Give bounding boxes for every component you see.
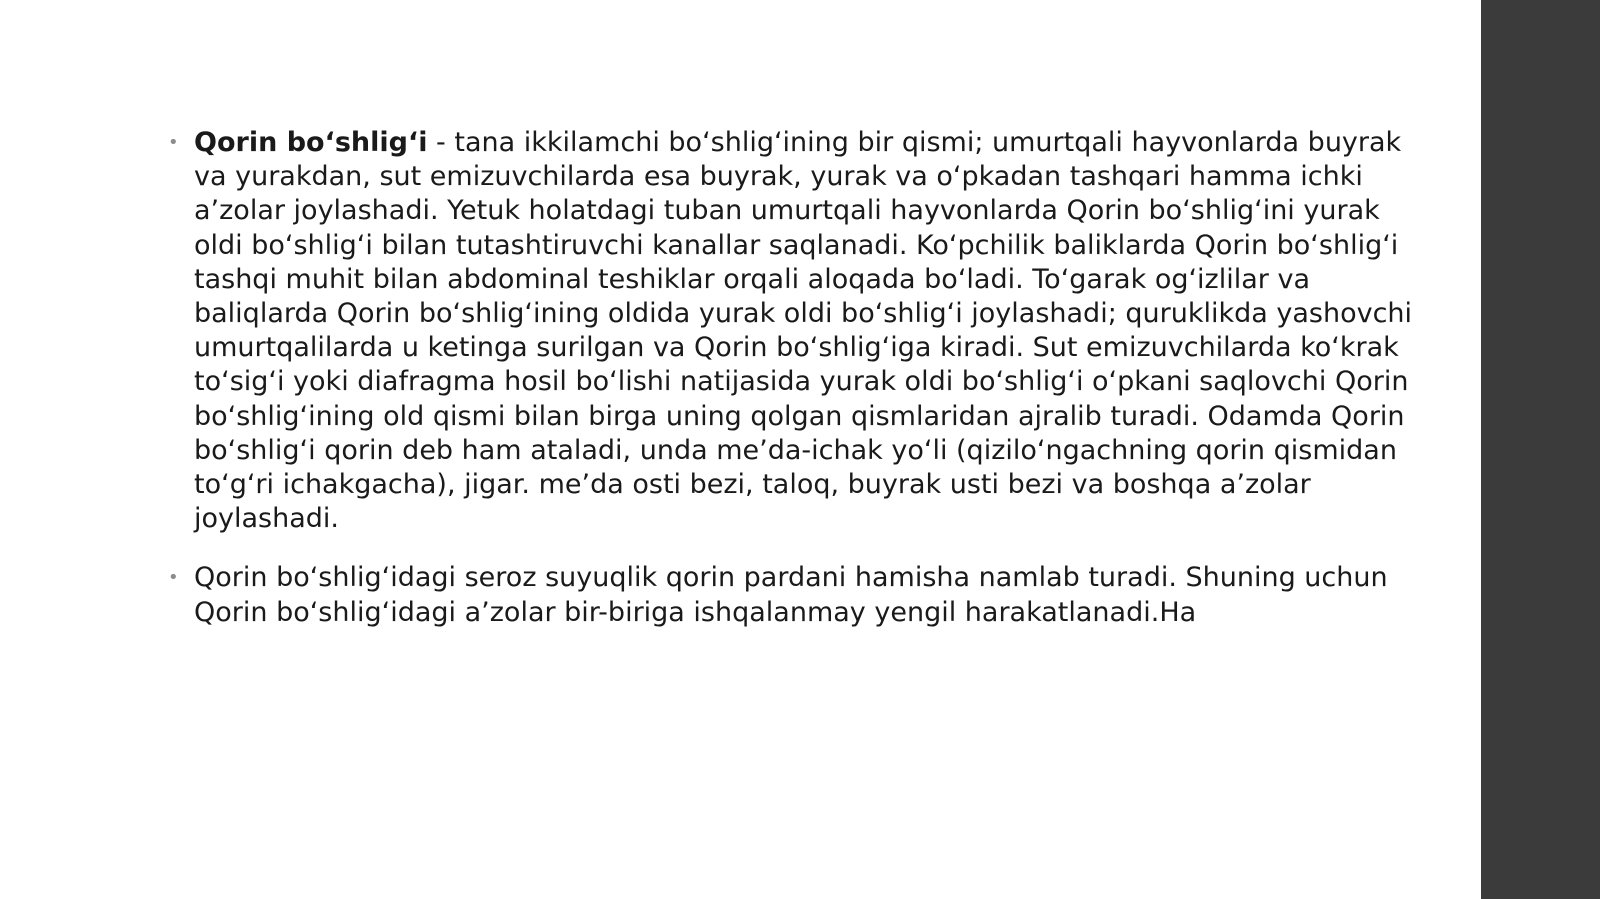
- bullet-text: - tana ikkilamchi bo‘shlig‘ining bir qismi; umurtqali hayvonlarda buyrak va yurakdan, sut emizuvchilarda esa buyrak, yurak va o‘pkadan tashqari hamma ichki a’zolar joylashadi. Yetuk holatdagi tuban umurtqali hayvonlarda Qorin bo‘shlig‘ini yurak oldi bo‘shlig‘i bilan tutashtiruvchi kanallar saqlanadi. Ko‘pchilik baliklarda Qorin bo‘shlig‘i tashqi muhit bilan abdominal teshiklar orqali aloqada bo‘ladi. To‘garak og‘izlilar va baliqlarda Qorin bo‘shlig‘ining oldida yurak oldi bo‘shlig‘i joylashadi; quruklikda yashovchi umurtqalilarda u ketinga surilgan va Qorin bo‘shlig‘iga kiradi. Sut emizuvchilarda ko‘krak to‘sig‘i yoki diafragma hosil bo‘lishi natijasida yurak oldi bo‘shlig‘i o‘pkani saqlovchi Qorin bo‘shlig‘ining old qismi bilan birga uning qolgan qismlaridan ajralib turadi. Odamda Qorin bo‘shlig‘i qorin deb ham ataladi, unda me’da-ichak yo‘li (qizilo‘ngachning qorin qismidan to‘g‘ri ichakgacha), jigar. me’da osti bezi, taloq, buyrak usti bezi va boshqa a’zolar joylashadi.: [194, 127, 1413, 535]
- bullet-term: Qorin bo‘shlig‘i: [194, 127, 428, 158]
- bullet-item: [168, 126, 1430, 536]
- side-bar: [1481, 0, 1600, 899]
- bullet-dot-icon: •: [168, 132, 179, 153]
- slide-content: [168, 126, 1430, 655]
- bullet-item: [168, 561, 1430, 629]
- bullet-list: [168, 126, 1430, 630]
- bullet-text: Qorin bo‘shlig‘idagi seroz suyuqlik qorin pardani hamisha namlab turadi. Shuning uchun Qorin bo‘shlig‘idagi a’zolar bir-biriga ishqalanmay yengil harakatlanadi.Ha: [194, 562, 1388, 628]
- bullet-dot-icon: •: [168, 567, 179, 589]
